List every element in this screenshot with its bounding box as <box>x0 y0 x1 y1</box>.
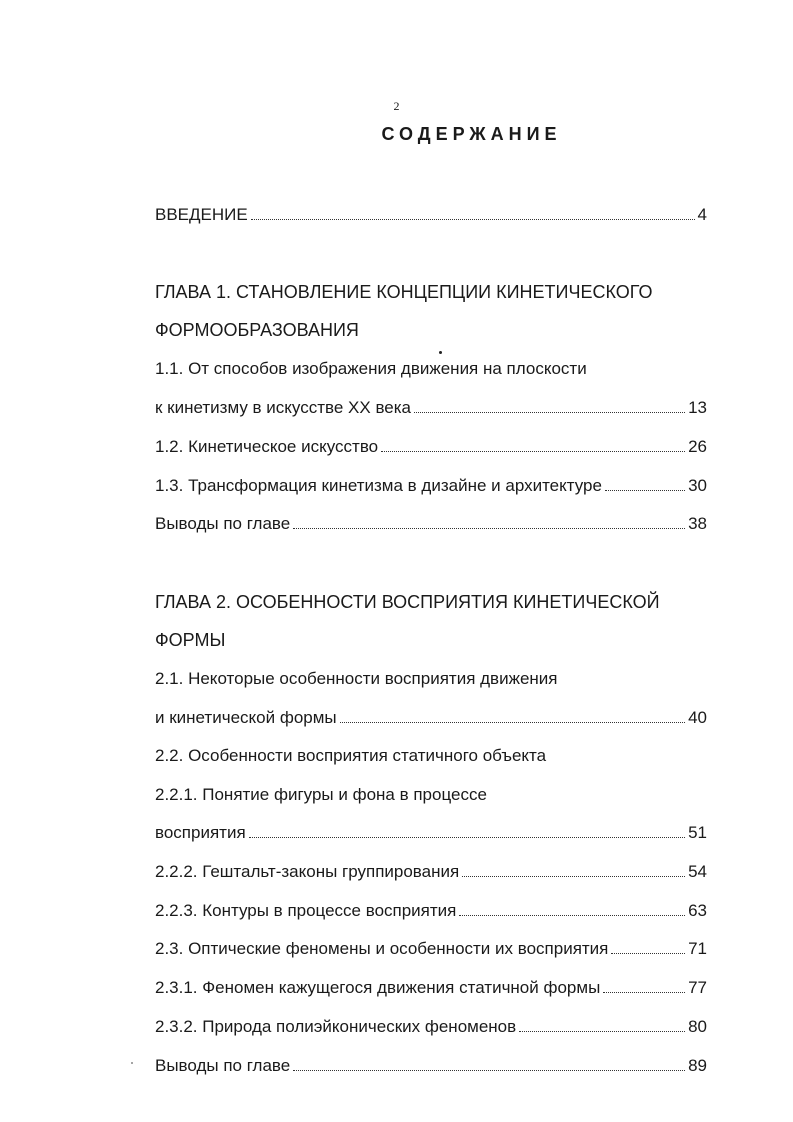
toc-entry-page: 80 <box>688 1017 707 1036</box>
toc-entry-page: 38 <box>688 514 707 533</box>
toc-entry-page: 30 <box>688 476 707 495</box>
toc-leader-dots <box>519 1017 685 1032</box>
toc-entry-text: 2.2.3. Контуры в процессе восприятия <box>155 901 457 920</box>
toc-entry-introduction <box>155 204 707 226</box>
scan-speck <box>439 351 442 354</box>
chapter-1-heading-cont: ФОРМООБРАЗОВАНИЯ <box>155 320 359 340</box>
toc-leader-dots <box>251 205 695 220</box>
toc-entry-1-2 <box>155 436 707 458</box>
toc-entry-text: Выводы по главе <box>155 514 291 533</box>
toc-entry-text: и кинетической формы <box>155 708 337 727</box>
toc-entry-text: 2.2.2. Гештальт-законы группирования <box>155 862 460 881</box>
toc-entry-2-3-2 <box>155 1016 707 1038</box>
toc-leader-dots <box>340 708 685 723</box>
toc-entry-2-2-3 <box>155 900 707 922</box>
toc-entry-text: 2.3.2. Природа полиэйконических феноменов <box>155 1017 517 1036</box>
toc-entry-2-2-1: 2.2.1. Понятие фигуры и фона в процессе <box>155 785 487 804</box>
toc-entry-page: 63 <box>688 901 707 920</box>
toc-entry-text: 2.3. Оптические феномены и особенности их восприятия <box>155 939 609 958</box>
chapter-2-heading-cont: ФОРМЫ <box>155 630 226 650</box>
toc-leader-dots <box>603 978 685 993</box>
toc-leader-dots <box>611 939 685 954</box>
toc-entry-text: 1.2. Кинетическое искусство <box>155 437 379 456</box>
toc-entry-page: 71 <box>688 939 707 958</box>
toc-entry-2-3 <box>155 938 707 960</box>
toc-entry-page: 13 <box>688 398 707 417</box>
page-number: 2 <box>393 99 400 113</box>
toc-entry-1-1-cont <box>155 397 707 419</box>
toc-leader-dots <box>293 1056 685 1071</box>
toc-entry-page: 54 <box>688 862 707 881</box>
toc-entry-2-3-1 <box>155 977 707 999</box>
toc-entry-chapter-2-conclusions <box>155 1055 707 1077</box>
toc-entry-text: 1.3. Трансформация кинетизма в дизайне и архитектуре <box>155 476 602 495</box>
toc-entry-2-2-1-cont <box>155 822 707 844</box>
toc-entry-text: восприятия <box>155 823 246 842</box>
toc-entry-chapter-1-conclusions <box>155 513 707 535</box>
toc-leader-dots <box>293 514 685 529</box>
toc-leader-dots <box>381 437 685 452</box>
toc-entry-text: 2.3.1. Феномен кажущегося движения статичной формы <box>155 978 601 997</box>
scan-speck <box>131 1062 133 1064</box>
toc-leader-dots <box>249 823 685 838</box>
toc-entry-text: к кинетизму в искусстве XX века <box>155 398 412 417</box>
toc-leader-dots <box>414 398 685 413</box>
chapter-2-heading: ГЛАВА 2. ОСОБЕННОСТИ ВОСПРИЯТИЯ КИНЕТИЧЕСКОЙ <box>155 592 660 612</box>
chapter-1-heading: ГЛАВА 1. СТАНОВЛЕНИЕ КОНЦЕПЦИИ КИНЕТИЧЕСКОГО <box>155 282 653 302</box>
toc-entry-page: 51 <box>688 823 707 842</box>
toc-entry-page: 77 <box>688 978 707 997</box>
toc-entry-2-1: 2.1. Некоторые особенности восприятия движения <box>155 669 558 688</box>
toc-entry-2-2: 2.2. Особенности восприятия статичного объекта <box>155 746 547 765</box>
toc-entry-1-3 <box>155 475 707 497</box>
toc-entry-2-2-2 <box>155 861 707 883</box>
toc-title: СОДЕРЖАНИЕ <box>381 124 562 144</box>
toc-entry-page: 26 <box>688 437 707 456</box>
toc-entry-2-1-cont <box>155 707 707 729</box>
toc-leader-dots <box>605 476 685 491</box>
toc-entry-page: 4 <box>697 205 707 224</box>
toc-entry-page: 40 <box>688 708 707 727</box>
toc-entry-text: ВВЕДЕНИЕ <box>155 205 248 224</box>
toc-entry-1-1: 1.1. От способов изображения движения на плоскости <box>155 359 587 378</box>
toc-entry-page: 89 <box>688 1056 707 1075</box>
toc-leader-dots <box>462 862 685 877</box>
toc-leader-dots <box>459 901 685 916</box>
toc-entry-text: Выводы по главе <box>155 1056 291 1075</box>
